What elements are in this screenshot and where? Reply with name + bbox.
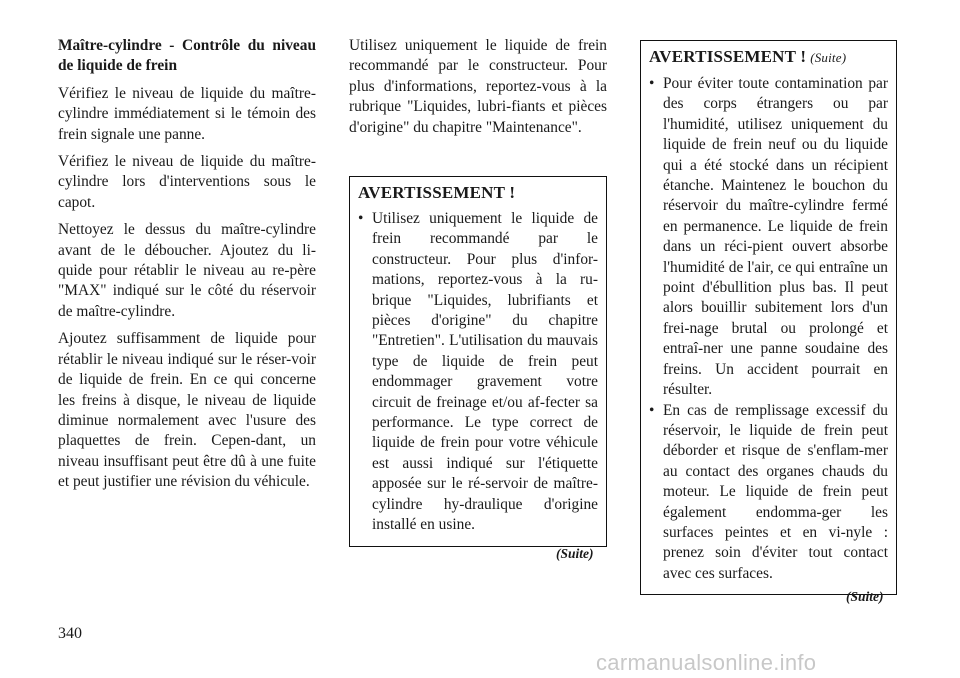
- warning-item-text: Pour éviter toute contamination par des corps étrangers ou par l'humidité, utilisez uniquement du liquide de frein neuf ou du liquide qui a été stocké dans un récipient étanche. Maintenez le bouchon du réservoir du maître-cylindre fermé en permanence. Le liquide de frein dans un réci-pient ouvert absorbe l'humidité de l'air, ce qui entraîne un point d'ébullition plus bas. Il peut alors bouillir subitement lors d'un frei-nage brutal ou prolongé et entraî-ner une panne soudaine des freins. Un accident pourrait en résulter.: [663, 75, 888, 399]
- bullet-icon: •: [649, 75, 655, 92]
- section-heading: Maître-cylindre - Contrôle du niveau de liquide de frein: [58, 37, 316, 75]
- continued-note: (Suite): [846, 589, 884, 604]
- warning-box: [349, 176, 607, 547]
- warning-item: [358, 209, 598, 536]
- warning-item-text: Utilisez uniquement le liquide de frein recommandé par le constructeur. Pour plus d'infor-mations, reportez-vous à la ru-brique "Liquides, lubrifiants et pièces d'origine" du chapitre "Entretien". L'utilisation du mauvais type de liquide de frein peut endommager gravement votre circuit de freinage et/ou af-fecter sa performance. Le type correct de liquide de frein pour votre véhicule est aussi indiqué sur l'étiquette apposée sur le ré-servoir de maître-cylindre hy-draulique d'origine installé en usine.: [372, 210, 598, 534]
- paragraph: Ajoutez suffisamment de liquide pour rétablir le niveau indiqué sur le réser-voir de liquide de frein. En ce qui concerne les freins à disque, le niveau de liquide diminue normalement avec l'usure des plaquettes de frein. Cepen-dant, un niveau insuffisant peut être dû à une fuite et peut justifier une révision du véhicule.: [58, 330, 316, 491]
- warning-list: [358, 209, 598, 536]
- warning-item-text: En cas de remplissage excessif du réservoir, le liquide de frein peut déborder et risque de s'enflam-mer au contact des organes chauds du moteur. Le liquide de frein peut également endomma-ger les surfaces peintes et en vi-nyle : prenez soin d'éviter tout contact avec ces surfaces.: [663, 401, 888, 582]
- paragraph: Vérifiez le niveau de liquide du maître-cylindre immédiatement si le témoin des frein signale une panne.: [58, 84, 316, 143]
- left-column: [58, 36, 316, 500]
- paragraph: Nettoyez le dessus du maître-cylindre avant de le déboucher. Ajoutez du li-quide pour rétablir le niveau au re-père "MAX" indiqué sur le côté du réservoir de maître-cylindre.: [58, 221, 316, 320]
- page-number: 340: [58, 625, 82, 642]
- warning-item: [649, 74, 888, 401]
- continued-note: (Suite): [556, 546, 594, 561]
- warning-title: [649, 45, 888, 70]
- warning-box-continued: [640, 40, 897, 595]
- bullet-icon: •: [649, 401, 655, 419]
- warning-title: AVERTISSEMENT !: [358, 183, 516, 202]
- bullet-icon: •: [358, 210, 364, 227]
- warning-list: [649, 74, 888, 584]
- watermark: carmanualsonline.info: [596, 650, 817, 675]
- warning-title-text: AVERTISSEMENT !: [649, 47, 807, 66]
- warning-item: [649, 401, 888, 585]
- paragraph: Utilisez uniquement le liquide de frein recommandé par le constructeur. Pour plus d'informations, reportez-vous à la rubrique "Liquides, lubri-fiants et pièces d'origine" du chapitre "Maintenance".: [349, 37, 607, 136]
- warning-title-suffix: (Suite): [810, 50, 847, 65]
- middle-column: [349, 36, 607, 145]
- paragraph: Vérifiez le niveau de liquide du maître-cylindre lors d'interventions sous le capot.: [58, 153, 316, 211]
